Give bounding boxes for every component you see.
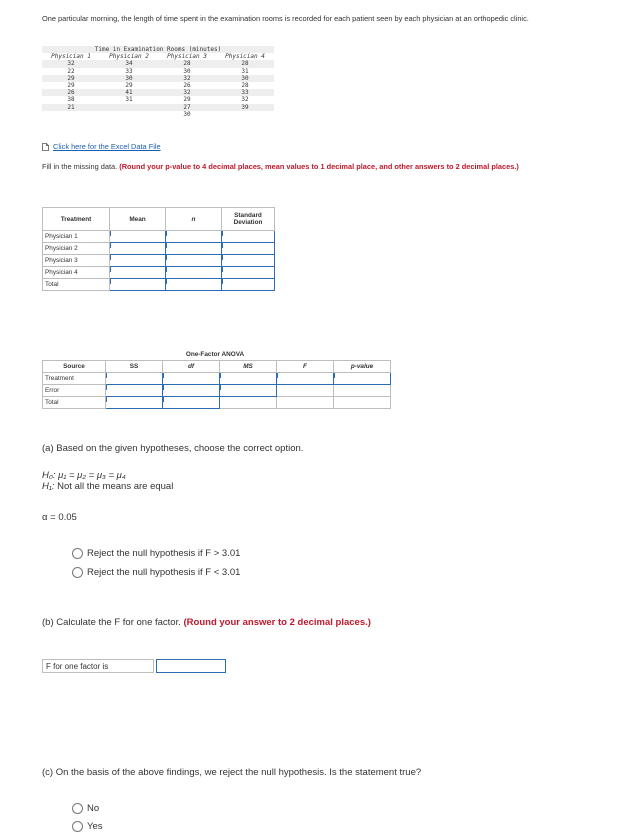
data-cell: 31: [125, 96, 133, 104]
part-c-option-no[interactable]: [72, 803, 99, 814]
radio-button[interactable]: [72, 548, 83, 559]
option-label[interactable]: No: [87, 803, 100, 814]
data-cell: 28: [216, 60, 274, 67]
data-cell: 33: [216, 89, 274, 96]
part-b-question: [42, 617, 371, 628]
instruction: [42, 162, 577, 172]
data-cell: 29: [183, 96, 191, 104]
n-input[interactable]: [166, 231, 222, 243]
data-cell: [100, 104, 158, 111]
f-answer-input[interactable]: [156, 659, 226, 673]
part-a-option-1[interactable]: [72, 548, 240, 559]
row-label: Total: [43, 397, 106, 409]
std-dev-input[interactable]: [222, 243, 275, 255]
mean-input[interactable]: [110, 267, 166, 279]
ss-input[interactable]: [106, 397, 163, 409]
h0-statement: μ₁ = μ₂ = μ₃ = μ₄: [58, 470, 126, 481]
data-cell: 32: [158, 75, 216, 82]
f-answer-row: [42, 659, 226, 673]
data-cell: 27: [158, 104, 216, 111]
df-input[interactable]: [163, 385, 220, 397]
h1-statement: Not all the means are equal: [57, 481, 174, 492]
col-f: F: [277, 361, 334, 373]
n-input[interactable]: [166, 243, 222, 255]
data-cell: 32: [241, 96, 249, 104]
descriptive-stats-table: [42, 207, 275, 291]
data-cell: 33: [125, 67, 133, 75]
empty-cell: [277, 385, 334, 397]
anova-title: One-Factor ANOVA: [185, 351, 245, 358]
col-ss: SS: [106, 361, 163, 373]
part-c-question: (c) On the basis of the above findings, we reject the null hypothesis. Is the statement true?: [42, 767, 422, 778]
row-label: Physician 2: [43, 243, 110, 255]
df-input[interactable]: [163, 397, 220, 409]
std-dev-input[interactable]: [222, 279, 275, 291]
col-treatment: Treatment: [43, 208, 110, 231]
rounding-note: (Round your p-value to 4 decimal places, mean values to 1 decimal place, and other answers to 2 decimal places.): [119, 162, 519, 171]
col-p-value: p-value: [334, 361, 391, 373]
data-cell: 29: [67, 82, 75, 90]
data-cell: 21: [42, 104, 100, 111]
hypotheses: [42, 470, 173, 492]
data-cell: [100, 111, 158, 118]
mean-input[interactable]: [110, 231, 166, 243]
col-std-dev: Standard Deviation: [222, 208, 275, 231]
empty-cell: [277, 397, 334, 409]
data-cell: 30: [183, 110, 191, 118]
data-table-header: Physician 1: [42, 53, 100, 60]
row-label: Physician 1: [43, 231, 110, 243]
data-cell: [216, 111, 274, 118]
col-source: Source: [43, 361, 106, 373]
radio-button[interactable]: [72, 821, 83, 832]
std-dev-input[interactable]: [222, 231, 275, 243]
empty-cell: [220, 397, 277, 409]
data-cell: 28: [158, 60, 216, 67]
part-a-option-2[interactable]: [72, 567, 240, 578]
empty-cell: [334, 385, 391, 397]
empty-cell: [334, 397, 391, 409]
p-value-input[interactable]: [334, 373, 391, 385]
data-cell: 29: [42, 75, 100, 82]
n-input[interactable]: [166, 279, 222, 291]
part-a-question: (a) Based on the given hypotheses, choose the correct option.: [42, 443, 304, 454]
data-cell: 39: [216, 104, 274, 111]
data-table-header: Physician 2: [100, 53, 158, 60]
col-mean: Mean: [110, 208, 166, 231]
data-cell: 22: [67, 67, 75, 75]
data-cell: 30: [216, 75, 274, 82]
file-icon: [42, 143, 49, 151]
data-cell: 38: [67, 96, 75, 104]
anova-table: [42, 360, 391, 409]
data-table-caption: Time in Examination Rooms (minutes): [42, 46, 274, 53]
col-ms: MS: [220, 361, 277, 373]
data-table-header: Physician 4: [216, 53, 274, 60]
mean-input[interactable]: [110, 243, 166, 255]
row-label: Physician 3: [43, 255, 110, 267]
row-label: Physician 4: [43, 267, 110, 279]
col-n: n: [166, 208, 222, 231]
data-cell: 32: [158, 89, 216, 96]
ms-input[interactable]: [220, 373, 277, 385]
problem-intro: One particular morning, the length of time spent in the examination rooms is recorded for each patient seen by each physician at an orthopedic clinic.: [42, 14, 529, 23]
n-input[interactable]: [166, 255, 222, 267]
data-cell: 28: [241, 82, 249, 90]
n-input[interactable]: [166, 267, 222, 279]
data-cell: 31: [241, 67, 249, 75]
std-dev-input[interactable]: [222, 255, 275, 267]
std-dev-input[interactable]: [222, 267, 275, 279]
h1-label: H₁:: [42, 481, 58, 492]
part-c-option-yes[interactable]: [72, 821, 103, 832]
data-cell: 26: [42, 89, 100, 96]
part-b-text: (b) Calculate the F for one factor.: [42, 617, 184, 628]
excel-data-link[interactable]: [42, 142, 161, 151]
radio-button[interactable]: [72, 567, 83, 578]
data-cell: 30: [100, 75, 158, 82]
row-label: Treatment: [43, 373, 106, 385]
data-table-header: Physician 3: [158, 53, 216, 60]
data-cell: 34: [100, 60, 158, 67]
df-input[interactable]: [163, 373, 220, 385]
data-cell: [42, 111, 100, 118]
row-label: Total: [43, 279, 110, 291]
instruction-text: Fill in the missing data.: [42, 162, 120, 171]
radio-button[interactable]: [72, 803, 83, 814]
alpha-value: α = 0.05: [42, 512, 77, 523]
data-cell: 29: [125, 82, 133, 90]
h0-label: H₀:: [42, 470, 59, 481]
ss-input[interactable]: [106, 385, 163, 397]
option-label[interactable]: Reject the null hypothesis if F < 3.01: [87, 567, 241, 578]
part-b-rounding-note: (Round your answer to 2 decimal places.): [183, 617, 371, 628]
row-label: Error: [43, 385, 106, 397]
data-cell: 26: [183, 82, 191, 90]
option-label[interactable]: Yes: [87, 821, 103, 832]
f-answer-label: F for one factor is: [42, 659, 154, 673]
f-input[interactable]: [277, 373, 334, 385]
data-table: [42, 46, 274, 118]
excel-link-text[interactable]: Click here for the Excel Data File: [53, 142, 161, 151]
mean-input[interactable]: [110, 279, 166, 291]
option-label[interactable]: Reject the null hypothesis if F > 3.01: [87, 548, 241, 559]
data-cell: 32: [42, 60, 100, 67]
col-df: df: [163, 361, 220, 373]
ss-input[interactable]: [106, 373, 163, 385]
ms-input[interactable]: [220, 385, 277, 397]
data-cell: 41: [100, 89, 158, 96]
data-cell: 30: [183, 67, 191, 75]
mean-input[interactable]: [110, 255, 166, 267]
